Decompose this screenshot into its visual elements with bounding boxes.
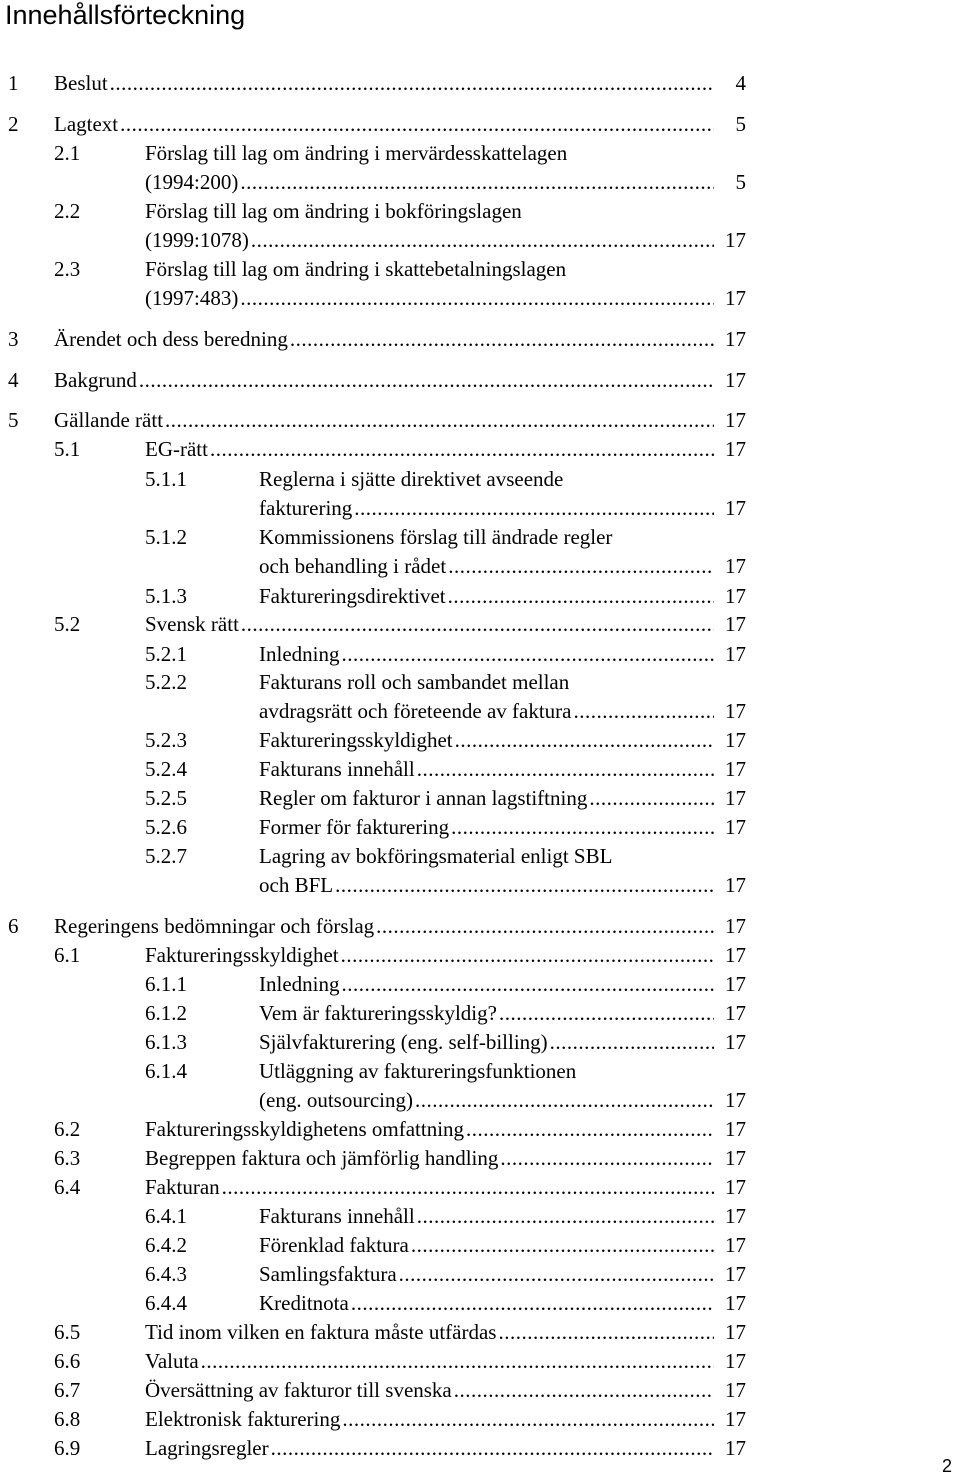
toc-entry-title: Regler om fakturor i annan lagstiftning xyxy=(259,786,588,810)
toc-entry[interactable] xyxy=(0,842,960,870)
dot-leader xyxy=(451,813,714,841)
toc-entry-number: 6.8 xyxy=(54,1407,81,1431)
dot-leader xyxy=(222,1173,714,1201)
toc-entry-number: 5.1 xyxy=(54,437,81,461)
toc-entry-page-number: 17 xyxy=(725,327,746,351)
toc-entry-page-number: 17 xyxy=(725,873,746,897)
toc-entry-number: 5.2.7 xyxy=(145,844,187,868)
toc-entry-number: 5.2.3 xyxy=(145,728,187,752)
toc-entry-title-continued: (1999:1078) xyxy=(145,228,249,252)
toc-entry-title: Inledning xyxy=(259,642,340,666)
dot-leader xyxy=(251,226,714,254)
toc-entry-title: EG-rätt xyxy=(145,437,208,461)
toc-entry-number: 6.6 xyxy=(54,1349,81,1373)
toc-entry-number: 6.9 xyxy=(54,1436,81,1460)
toc-entry-title: Faktureringsdirektivet xyxy=(259,584,446,608)
toc-entry[interactable] xyxy=(0,999,960,1027)
dot-leader xyxy=(499,999,714,1027)
toc-entry-number: 5.2 xyxy=(54,612,81,636)
toc-entry-title: Förenklad faktura xyxy=(259,1233,409,1257)
toc-entry-title: Fakturan xyxy=(145,1175,220,1199)
toc-entry-title-continued: fakturering xyxy=(259,496,353,520)
toc-entry-page-number: 17 xyxy=(725,972,746,996)
toc-entry-page-number: 5 xyxy=(735,112,746,136)
toc-entry-title: Lagring av bokföringsmaterial enligt SBL xyxy=(259,844,613,868)
toc-entry-page-number: 17 xyxy=(725,1291,746,1315)
toc-entry-page-number: 17 xyxy=(725,1204,746,1228)
toc-entry-page-number: 17 xyxy=(725,286,746,310)
toc-entry-page-number: 17 xyxy=(725,1117,746,1141)
toc-entry[interactable] xyxy=(0,813,960,841)
toc-entry[interactable] xyxy=(0,465,960,493)
toc-entry-title: Kommissionens förslag till ändrade regler xyxy=(259,525,613,549)
dot-leader xyxy=(341,970,714,998)
toc-entry-title: Fakturans roll och sambandet mellan xyxy=(259,670,570,694)
toc-entry-number: 1 xyxy=(8,71,19,95)
dot-leader xyxy=(341,640,714,668)
toc-entry-page-number: 17 xyxy=(725,1001,746,1025)
toc-entry-title: Utläggning av faktureringsfunktionen xyxy=(259,1059,577,1083)
toc-entry-title: Ärendet och dess beredning xyxy=(54,327,288,351)
toc-entry-title: Förslag till lag om ändring i bokföringslagen xyxy=(145,199,522,223)
toc-entry[interactable] xyxy=(0,1347,960,1375)
toc-entry-page-number: 4 xyxy=(735,71,746,95)
toc-entry-number: 4 xyxy=(8,368,19,392)
toc-entry-title: Förslag till lag om ändring i mervärdesskattelagen xyxy=(145,141,568,165)
toc-entry[interactable] xyxy=(0,366,960,394)
toc-entry-page-number: 17 xyxy=(725,228,746,252)
dot-leader xyxy=(110,69,714,97)
dot-leader xyxy=(411,1231,714,1259)
toc-entry-number: 5.1.1 xyxy=(145,467,187,491)
dot-leader xyxy=(498,1318,714,1346)
toc-entry[interactable] xyxy=(0,1057,960,1085)
toc-entry-page-number: 17 xyxy=(725,368,746,392)
toc-entry-number: 5.1.2 xyxy=(145,525,187,549)
page-number: 2 xyxy=(941,1456,952,1476)
toc-entry[interactable] xyxy=(0,139,960,167)
toc-entry[interactable] xyxy=(0,941,960,969)
toc-entry-title: Svensk rätt xyxy=(145,612,239,636)
toc-entry-title: Bakgrund xyxy=(54,368,137,392)
toc-entry-page-number: 17 xyxy=(725,1088,746,1112)
toc-entry-number: 6.3 xyxy=(54,1146,81,1170)
toc-entry-page-number: 17 xyxy=(725,786,746,810)
toc-entry-page-number: 17 xyxy=(725,815,746,839)
toc-entry-number: 6.2 xyxy=(54,1117,81,1141)
toc-entry-continuation[interactable] xyxy=(0,226,960,254)
toc-entry-continuation[interactable] xyxy=(0,697,960,725)
toc-entry-number: 2.1 xyxy=(54,141,81,165)
toc-entry-number: 5.1.3 xyxy=(145,584,187,608)
toc-entry[interactable] xyxy=(0,912,960,940)
toc-entry[interactable] xyxy=(0,668,960,696)
dot-leader xyxy=(500,1144,714,1172)
toc-entry-page-number: 17 xyxy=(725,437,746,461)
toc-entry-number: 6.4.4 xyxy=(145,1291,187,1315)
toc-entry-title: Valuta xyxy=(145,1349,199,1373)
toc-entry-page-number: 17 xyxy=(725,943,746,967)
toc-entry-title: Självfakturering (eng. self-billing) xyxy=(259,1030,548,1054)
dot-leader xyxy=(210,435,714,463)
toc-entry[interactable] xyxy=(0,755,960,783)
dot-leader xyxy=(417,755,714,783)
toc-entry-page-number: 17 xyxy=(725,612,746,636)
toc-entry-page-number: 17 xyxy=(725,1262,746,1286)
toc-entry-title: Lagringsregler xyxy=(145,1436,269,1460)
dot-leader xyxy=(455,726,714,754)
toc-entry-number: 6.1.3 xyxy=(145,1030,187,1054)
dot-leader xyxy=(335,871,714,899)
dot-leader xyxy=(240,168,714,196)
toc-entry-number: 6.1.4 xyxy=(145,1059,187,1083)
toc-entry-page-number: 17 xyxy=(725,496,746,520)
toc-entry[interactable] xyxy=(0,1405,960,1433)
toc-entry-number: 6.1 xyxy=(54,943,81,967)
toc-entry-continuation[interactable] xyxy=(0,552,960,580)
toc-entry-number: 6.4.3 xyxy=(145,1262,187,1286)
toc-entry-title: Gällande rätt xyxy=(54,408,164,432)
dot-leader xyxy=(448,582,714,610)
toc-entry-page-number: 17 xyxy=(725,584,746,608)
toc-entry-page-number: 17 xyxy=(725,1175,746,1199)
toc-entry[interactable] xyxy=(0,1434,960,1462)
toc-entry-page-number: 17 xyxy=(725,554,746,578)
toc-entry-number: 5.2.1 xyxy=(145,642,187,666)
toc-entry-title: Reglerna i sjätte direktivet avseende xyxy=(259,467,564,491)
toc-entry-title: Samlingsfaktura xyxy=(259,1262,397,1286)
toc-entry-number: 6 xyxy=(8,914,19,938)
toc-entry-title: Vem är faktureringsskyldig? xyxy=(259,1001,497,1025)
toc-entry-continuation[interactable] xyxy=(0,1086,960,1114)
toc-entry[interactable] xyxy=(0,1028,960,1056)
toc-entry-page-number: 17 xyxy=(725,1320,746,1344)
toc-entry-title: Beslut xyxy=(54,71,108,95)
toc-entry-title: Lagtext xyxy=(54,112,119,136)
toc-entry[interactable] xyxy=(0,726,960,754)
toc-entry[interactable] xyxy=(0,406,960,434)
dot-leader xyxy=(354,494,714,522)
toc-entry-title-continued: (1997:483) xyxy=(145,286,239,310)
toc-entry-title: Kreditnota xyxy=(259,1291,349,1315)
dot-leader xyxy=(342,1405,714,1433)
dot-leader xyxy=(165,406,714,434)
toc-entry-title: Elektronisk fakturering xyxy=(145,1407,341,1431)
toc-entry-continuation[interactable] xyxy=(0,871,960,899)
toc-entry-title: Former för fakturering xyxy=(259,815,450,839)
toc-entry[interactable] xyxy=(0,1260,960,1288)
toc-entry-page-number: 17 xyxy=(725,728,746,752)
page-title: Innehållsförteckning xyxy=(5,0,246,30)
toc-entry-number: 2.3 xyxy=(54,257,81,281)
dot-leader xyxy=(454,1376,714,1404)
dot-leader xyxy=(271,1434,714,1462)
toc-entry-page-number: 17 xyxy=(725,1233,746,1257)
dot-leader xyxy=(466,1115,714,1143)
dot-leader xyxy=(417,1202,714,1230)
toc-entry-page-number: 17 xyxy=(725,1146,746,1170)
toc-entry[interactable] xyxy=(0,69,960,97)
toc-entry-number: 5.2.4 xyxy=(145,757,187,781)
toc-entry-number: 5 xyxy=(8,408,19,432)
dot-leader xyxy=(240,284,714,312)
toc-entry-page-number: 17 xyxy=(725,1436,746,1460)
toc-entry[interactable] xyxy=(0,1376,960,1404)
toc-entry-title: Begreppen faktura och jämförlig handling xyxy=(145,1146,499,1170)
toc-entry-page-number: 17 xyxy=(725,1030,746,1054)
dot-leader xyxy=(241,610,714,638)
toc-entry[interactable] xyxy=(0,435,960,463)
toc-entry[interactable] xyxy=(0,1289,960,1317)
toc-entry-number: 6.4.2 xyxy=(145,1233,187,1257)
toc-entry[interactable] xyxy=(0,110,960,138)
toc-entry[interactable] xyxy=(0,197,960,225)
dot-leader xyxy=(574,697,715,725)
toc-entry-number: 2.2 xyxy=(54,199,81,223)
toc-entry-title-continued: (1994:200) xyxy=(145,170,239,194)
toc-entry-continuation[interactable] xyxy=(0,284,960,312)
toc-entry-title-continued: och behandling i rådet xyxy=(259,554,447,578)
toc-entry-page-number: 17 xyxy=(725,642,746,666)
toc-entry[interactable] xyxy=(0,255,960,283)
toc-entry-number: 6.7 xyxy=(54,1378,81,1402)
toc-entry-title-continued: avdragsrätt och företeende av faktura xyxy=(259,699,572,723)
toc-entry-page-number: 17 xyxy=(725,1349,746,1373)
toc-entry[interactable] xyxy=(0,1202,960,1230)
toc-entry-title: Faktureringsskyldighet xyxy=(145,943,339,967)
toc-entry-title: Översättning av fakturor till svenska xyxy=(145,1378,452,1402)
dot-leader xyxy=(120,110,714,138)
toc-entry[interactable] xyxy=(0,640,960,668)
toc-entry[interactable] xyxy=(0,1115,960,1143)
toc-entry-title: Faktureringsskyldighet xyxy=(259,728,453,752)
toc-entry-title: Tid inom vilken en faktura måste utfärdas xyxy=(145,1320,497,1344)
toc-entry-title: Fakturans innehåll xyxy=(259,757,415,781)
dot-leader xyxy=(290,325,714,353)
toc-entry-page-number: 17 xyxy=(725,914,746,938)
toc-entry-number: 3 xyxy=(8,327,19,351)
toc-entry-number: 5.2.6 xyxy=(145,815,187,839)
toc-entry-continuation[interactable] xyxy=(0,494,960,522)
toc-entry-number: 5.2.2 xyxy=(145,670,187,694)
toc-entry-title-continued: (eng. outsourcing) xyxy=(259,1088,413,1112)
toc-entry-page-number: 17 xyxy=(725,1378,746,1402)
toc-entry[interactable] xyxy=(0,784,960,812)
toc-entry-continuation[interactable] xyxy=(0,168,960,196)
toc-entry[interactable] xyxy=(0,1318,960,1346)
dot-leader xyxy=(589,784,714,812)
toc-entry[interactable] xyxy=(0,1173,960,1201)
toc-entry[interactable] xyxy=(0,1144,960,1172)
toc-entry-number: 6.4.1 xyxy=(145,1204,187,1228)
toc-entry-page-number: 17 xyxy=(725,408,746,432)
toc-entry[interactable] xyxy=(0,582,960,610)
dot-leader xyxy=(351,1289,714,1317)
dot-leader xyxy=(550,1028,714,1056)
toc-entry-title-continued: och BFL xyxy=(259,873,334,897)
toc-entry-title: Förslag till lag om ändring i skattebetalningslagen xyxy=(145,257,567,281)
dot-leader xyxy=(448,552,714,580)
toc-entry-number: 5.2.5 xyxy=(145,786,187,810)
dot-leader xyxy=(139,366,714,394)
toc-entry-page-number: 17 xyxy=(725,1407,746,1431)
toc-entry-number: 6.4 xyxy=(54,1175,81,1199)
toc-entry-page-number: 17 xyxy=(725,757,746,781)
toc-entry-number: 6.1.2 xyxy=(145,1001,187,1025)
toc-entry-page-number: 17 xyxy=(725,699,746,723)
toc-entry-title: Fakturans innehåll xyxy=(259,1204,415,1228)
dot-leader xyxy=(415,1086,714,1114)
toc-entry-number: 6.1.1 xyxy=(145,972,187,996)
toc-entry[interactable] xyxy=(0,523,960,551)
toc-entry-title: Inledning xyxy=(259,972,340,996)
toc-entry[interactable] xyxy=(0,970,960,998)
toc-entry[interactable] xyxy=(0,610,960,638)
toc-entry[interactable] xyxy=(0,1231,960,1259)
dot-leader xyxy=(341,941,714,969)
dot-leader xyxy=(201,1347,714,1375)
dot-leader xyxy=(399,1260,714,1288)
toc-entry-title: Faktureringsskyldighetens omfattning xyxy=(145,1117,465,1141)
toc-entry-number: 2 xyxy=(8,112,19,136)
toc-entry[interactable] xyxy=(0,325,960,353)
toc-entry-page-number: 5 xyxy=(735,170,746,194)
toc-entry-number: 6.5 xyxy=(54,1320,81,1344)
dot-leader xyxy=(376,912,714,940)
toc-entry-title: Regeringens bedömningar och förslag xyxy=(54,914,375,938)
